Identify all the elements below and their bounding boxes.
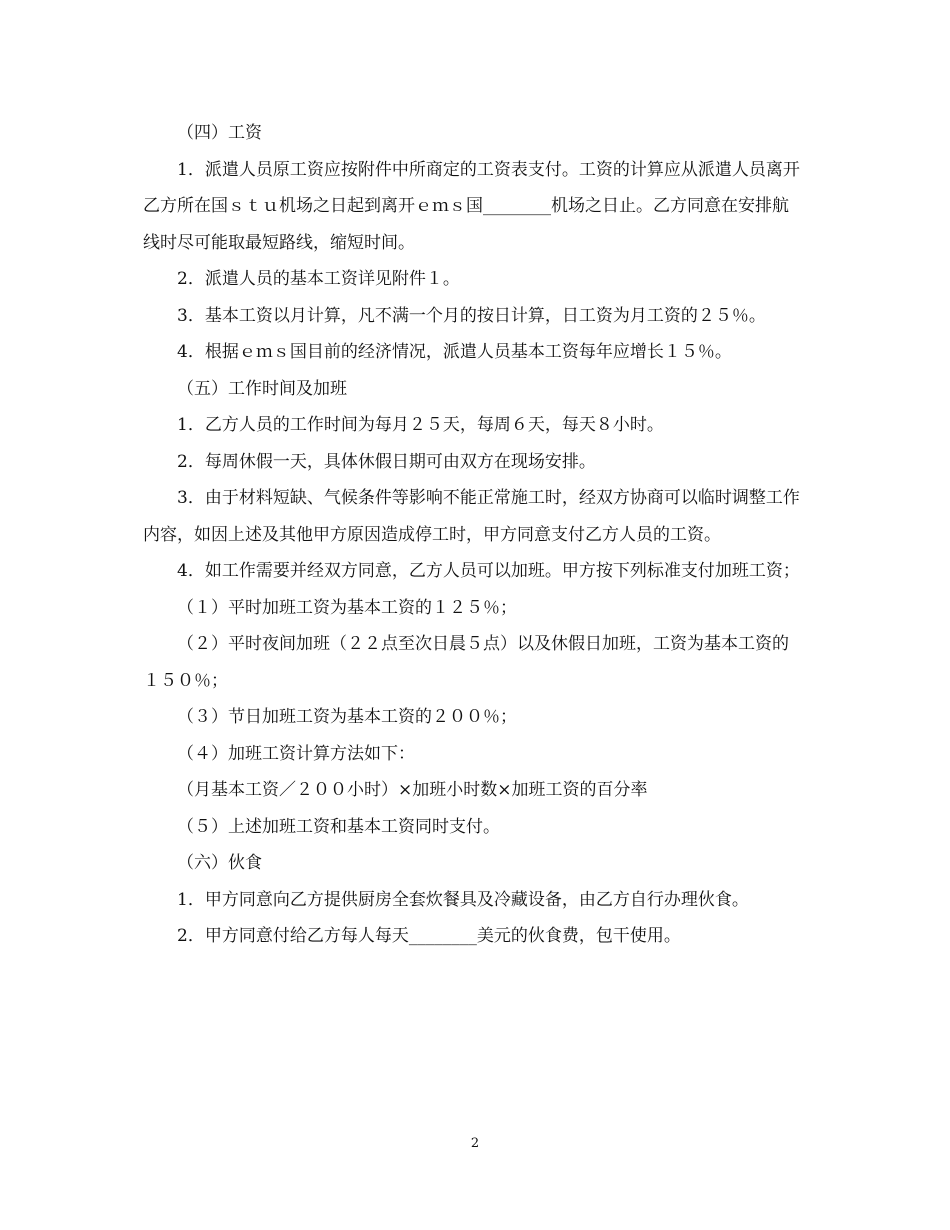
- paragraph-work-stoppage: 3．由于材料短缺、气候条件等影响不能正常施工时，经双方协商可以临时调整工作内容，如因上述及其他甲方原因造成停工时，甲方同意支付乙方人员的工资。: [143, 488, 800, 545]
- paragraph-overtime: 4．如工作需要并经双方同意，乙方人员可以加班。甲方按下列标准支付加班工资；: [177, 561, 800, 581]
- paragraph-working-time: 1．乙方人员的工作时间为每月２５天，每周６天，每天８小时。: [177, 415, 664, 435]
- paragraph-meal-allowance: 2．甲方同意付给乙方每人每天________美元的伙食费，包干使用。: [177, 926, 681, 946]
- paragraph-wage-payment: 1．派遣人员原工资应按附件中所商定的工资表支付。工资的计算应从派遣人员离开乙方所在国ｓｔｕ机场之日起到离开ｅｍｓ国________机场之日止。乙方同意在安排航线时尽可能取最短路线，缩短时间。: [143, 159, 800, 253]
- paragraph-kitchen: 1．甲方同意向乙方提供厨房全套炊餐具及冷藏设备，由乙方自行办理伙食。: [177, 889, 749, 910]
- paragraph-overtime-holiday: （３）节日加班工资为基本工资的２００％；: [177, 707, 517, 727]
- section-heading-wages: （四）工资: [177, 123, 262, 143]
- section-heading-meals: （六）伙食: [177, 853, 262, 873]
- paragraph-basic-wage: 2．派遣人员的基本工资详见附件１。: [177, 269, 460, 289]
- paragraph-daily-wage: 3．基本工资以月计算，凡不满一个月的按日计算，日工资为月工资的２５％。: [177, 305, 766, 326]
- paragraph-overtime-payment: （５）上述加班工资和基本工资同时支付。: [177, 816, 500, 837]
- paragraph-wage-increase: 4．根据ｅｍｓ国目前的经济情况，派遣人员基本工资每年应增长１５％。: [177, 342, 732, 362]
- page-number: 2: [470, 1136, 480, 1151]
- paragraph-overtime-weekday: （１）平时加班工资为基本工资的１２５％；: [177, 597, 517, 618]
- document-body: [143, 115, 803, 955]
- paragraph-overtime-formula: （月基本工资／２００小时）×加班小时数×加班工资的百分率: [177, 780, 648, 800]
- paragraph-weekly-rest: 2．每周休假一天，具体休假日期可由双方在现场安排。: [177, 451, 596, 472]
- section-heading-working-hours: （五）工作时间及加班: [177, 378, 347, 399]
- paragraph-overtime-night: （２）平时夜间加班（２２点至次日晨５点）以及休假日加班，工资为基本工资的１５０％；: [143, 634, 789, 691]
- paragraph-overtime-calculation: （４）加班工资计算方法如下：: [177, 743, 415, 764]
